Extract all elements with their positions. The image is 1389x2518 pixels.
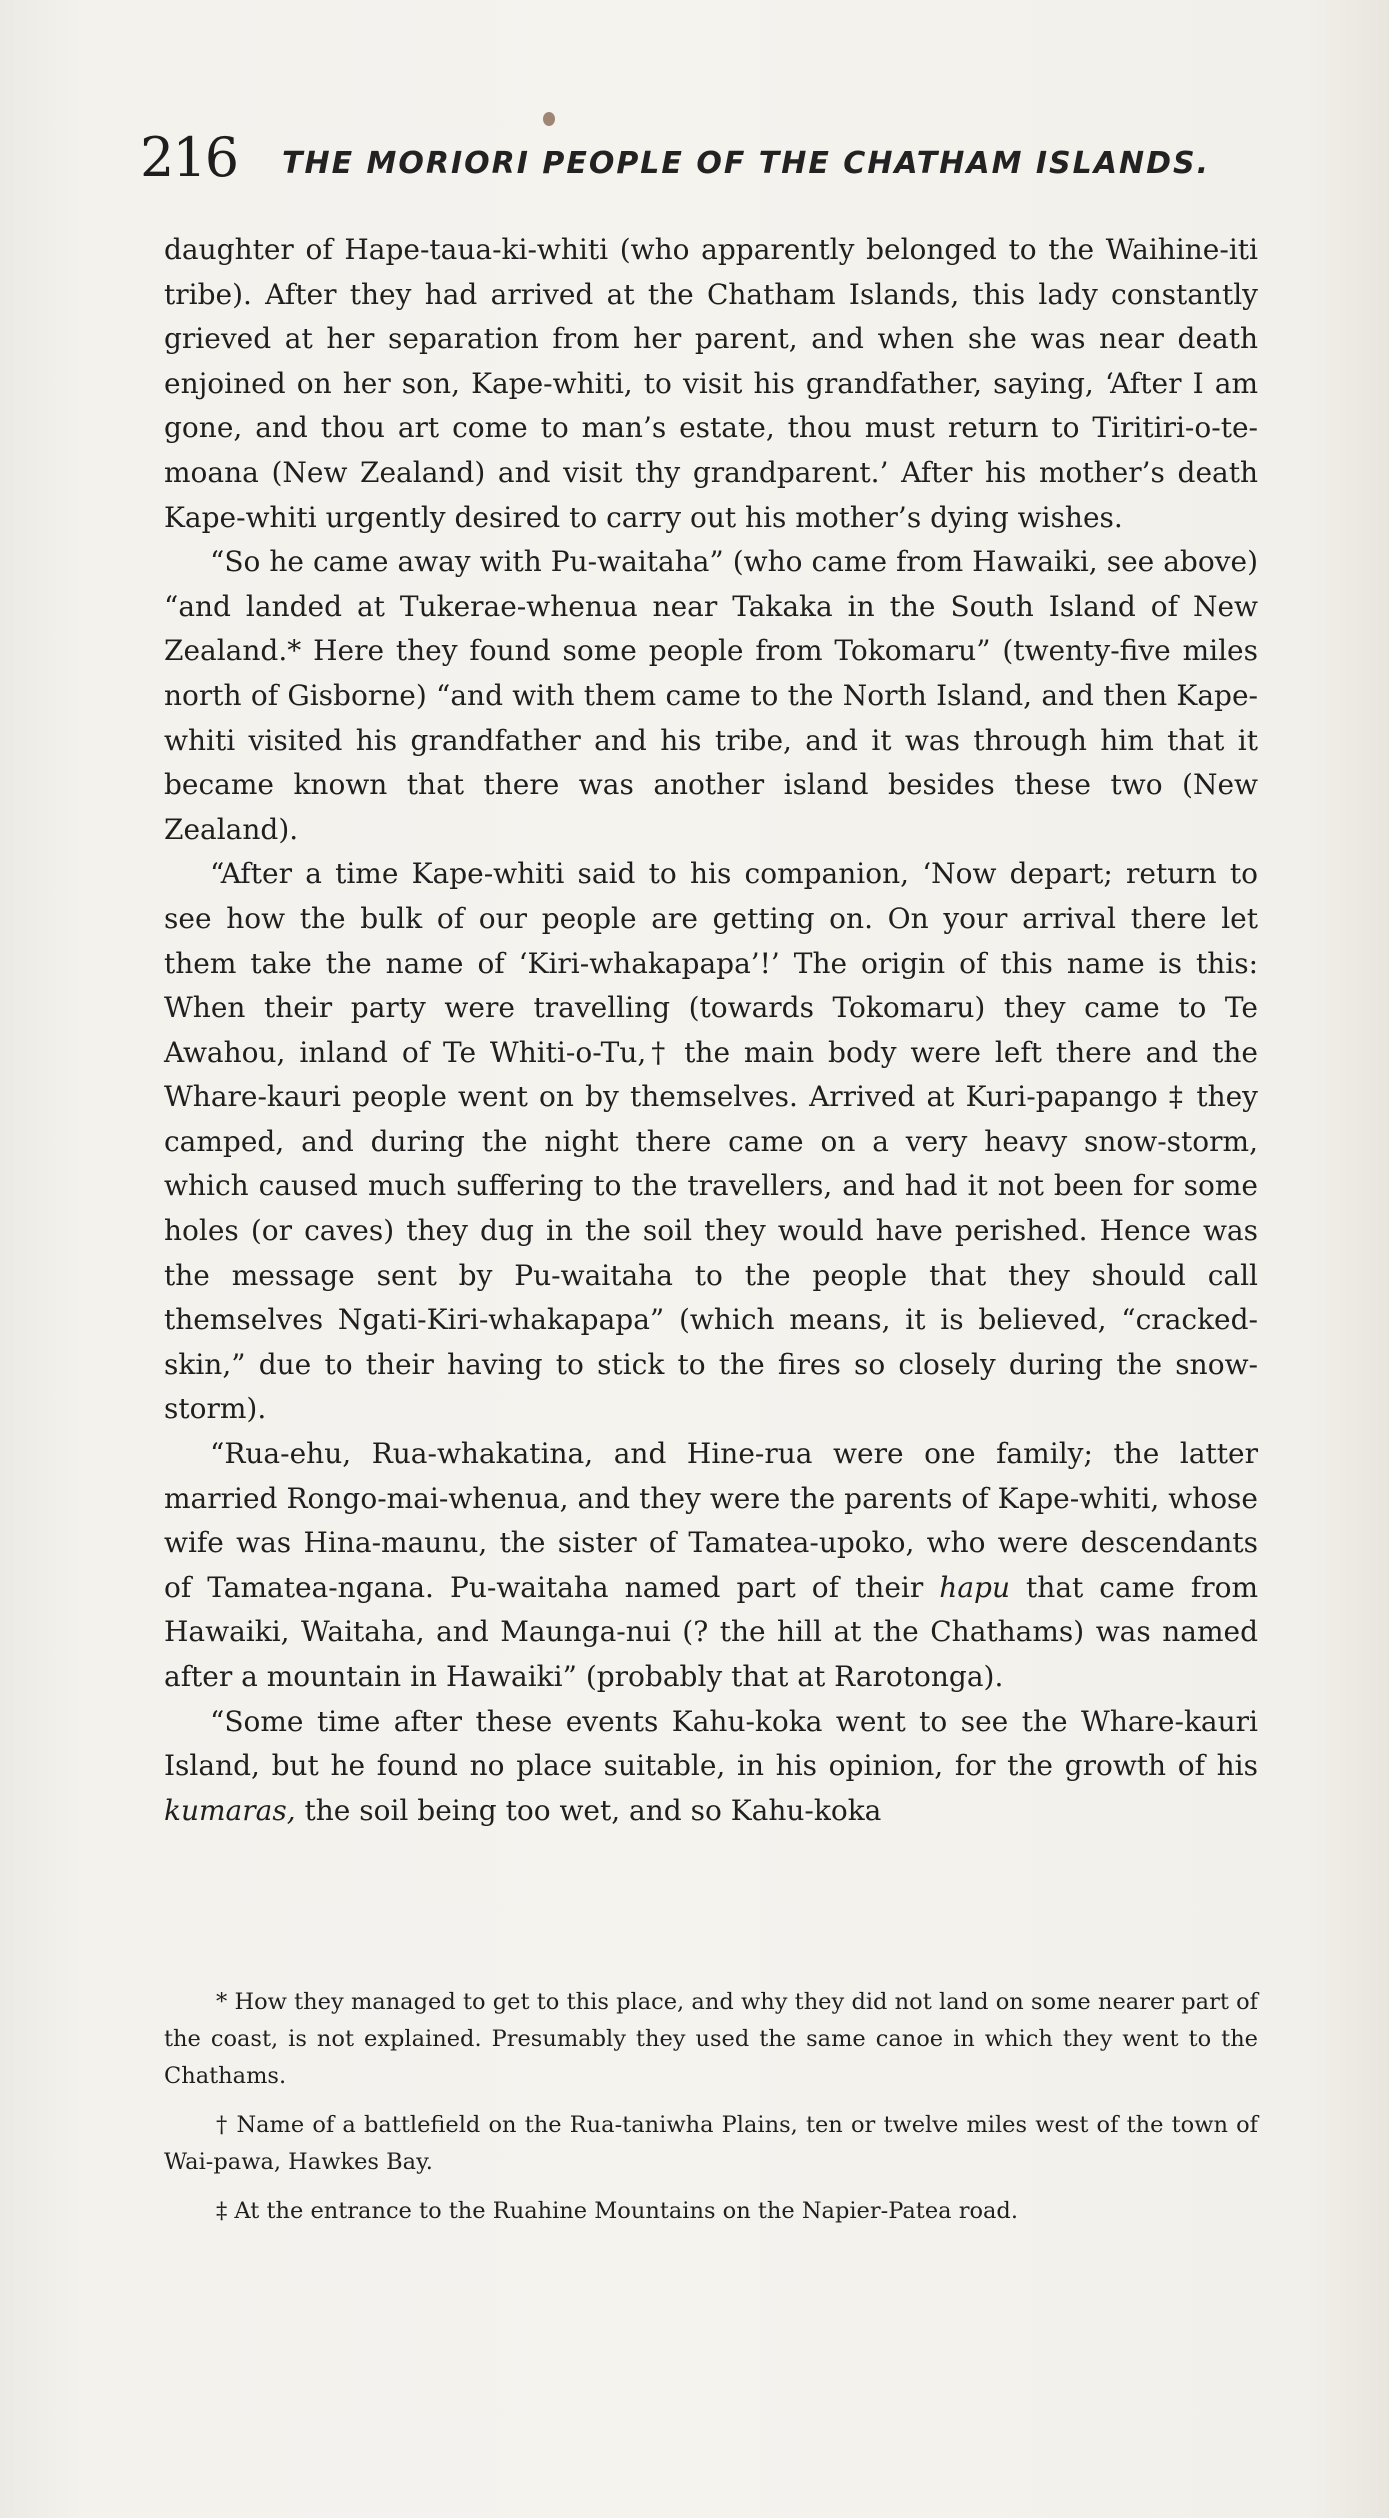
paragraph: [164, 1700, 1258, 1834]
paragraph: “After a time Kape-whiti said to his companion, ‘Now depart; return to see how the bulk of our people are getting on. On your arrival there let them take the name of ‘Kiri-whakapapa’!’ The origin of this name is this: When their party were travelling (towards Tokomaru) they came to Te Awahou, inland of Te Whiti-o-Tu,† the main body were left there and the Whare-kauri people went on by themselves. Arrived at Kuri-papango ‡ they camped, and during the night there came on a very heavy snow-storm, which caused much suffering to the travellers, and had it not been for some holes (or caves) they dug in the soil they would have perished. Hence was the message sent by Pu-waitaha to the people that they should call themselves Ngati-Kiri-whakapapa” (which means, it is believed, “cracked-skin,” due to their having to stick to the fires so closely during the snow-storm).: [164, 857, 1258, 1426]
page-header: [140, 118, 1260, 198]
footnote: ‡ At the entrance to the Ruahine Mountains on the Napier-Patea road.: [216, 2198, 1018, 2224]
italic-term-kumaras: kumaras,: [164, 1793, 296, 1827]
italic-term-hapu: hapu: [939, 1570, 1010, 1604]
footnote: * How they managed to get to this place, and why they did not land on some nearer part of the coast, is not explained. Presumably they used the same canoe in which they went to the Chathams.: [164, 1989, 1258, 2089]
paragraph: daughter of Hape-taua-ki-whiti (who apparently belonged to the Waihine-iti tribe). After they had arrived at the Chatham Islands, this lady constantly grieved at her separation from her parent, and when she was near death enjoined on her son, Kape-whiti, to visit his grandfather, saying, ‘After I am gone, and thou art come to man’s estate, thou must return to Tiritiri-o-te-moana (New Zealand) and visit thy grandparent.’ After his mother’s death Kape-whiti urgently desired to carry out his mother’s dying wishes.: [164, 233, 1258, 534]
paragraph-text: that came from Hawaiki, Waitaha, and Maunga-nui (? the hill at the Chathams) was named after a mountain in Hawaiki” (probably that at Rarotonga).: [164, 1570, 1258, 1693]
footnote: † Name of a battlefield on the Rua-taniwha Plains, ten or twelve miles west of the town of Wai-pawa, Hawkes Bay.: [164, 2112, 1258, 2175]
paragraph: “So he came away with Pu-waitaha” (who came from Hawaiki, see above) “and landed at Tukerae-whenua near Takaka in the South Island of New Zealand.* Here they found some people from Tokomaru” (twenty-five miles north of Gisborne) “and with them came to the North Island, and then Kape-whiti visited his grandfather and his tribe, and it was through him that it became known that there was another island besides these two (New Zealand).: [164, 545, 1258, 846]
page-number: 216: [140, 126, 238, 189]
footnotes: [164, 1984, 1258, 2242]
paragraph-text: “Some time after these events Kahu-koka went to see the Whare-kauri Island, but he found no place suitable, in his opinion, for the growth of his: [164, 1704, 1258, 1783]
body-text: [164, 228, 1258, 1833]
paragraph: [164, 1432, 1258, 1700]
running-title: THE MORIORI PEOPLE OF THE CHATHAM ISLANDS.: [282, 146, 1210, 181]
ink-spot: [543, 112, 555, 126]
paragraph-text: the soil being too wet, and so Kahu-koka: [295, 1793, 882, 1827]
paragraph-text: “Rua-ehu, Rua-whakatina, and Hine-rua were one family; the latter married Rongo-mai-whenua, and they were the parents of Kape-whiti, whose wife was Hina-maunu, the sister of Tamatea-upoko, who were descendants of Tamatea-ngana. Pu-waitaha named part of their: [164, 1437, 1258, 1604]
